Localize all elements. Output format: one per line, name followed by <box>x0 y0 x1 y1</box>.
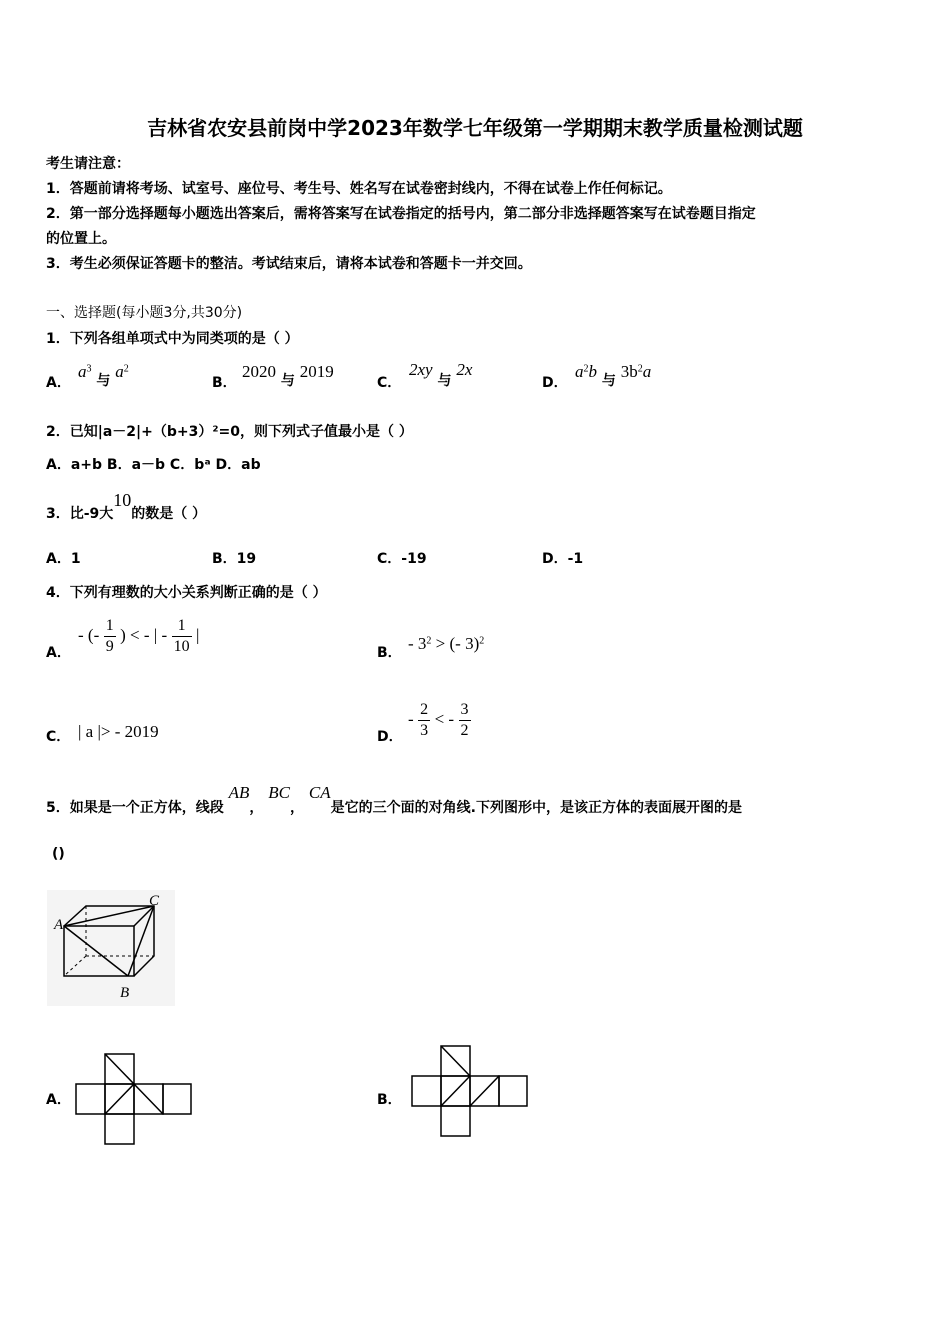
q4-option-d-label: D． <box>377 729 403 745</box>
q1-option-a <box>78 362 129 389</box>
q4-option-d <box>408 700 471 741</box>
net-a-bottom-square <box>105 1114 134 1144</box>
q5-option-b-label: B． <box>377 1092 402 1108</box>
net-b-diagonal-center <box>441 1076 470 1106</box>
q5-option-b-net <box>410 1044 530 1138</box>
q1-a-left-exp: 3 <box>86 363 92 375</box>
q3-option-b: B．19 <box>212 551 257 567</box>
net-a-far-right-square <box>163 1084 191 1114</box>
q1-b-left: 2020 <box>242 362 276 381</box>
q4-a-prefix: - (- <box>78 625 100 645</box>
page-title: 吉林省农安县前岗中学2023年数学七年级第一学期期末教学质量检测试题 <box>147 116 803 140</box>
cube-label-b: B <box>120 985 130 1001</box>
q4-d-fraction-2 <box>459 700 471 741</box>
question-2-stem: 2．已知|a－2|+（b+3）²=0，则下列式子值最小是（ ） <box>46 424 413 440</box>
q4-d-den1: 3 <box>420 722 429 739</box>
cube-label-c: C <box>149 893 160 909</box>
q4-a-num2: 1 <box>172 616 192 637</box>
q1-d-right-a: a <box>642 362 652 381</box>
q4-b-part1: - 3 <box>408 634 427 653</box>
cube-figure <box>46 888 176 1008</box>
q5-answer-paren: () <box>52 846 65 862</box>
question-5-stem <box>46 783 742 816</box>
q4-a-num1: 1 <box>104 616 116 637</box>
q3-option-d: D．-1 <box>542 551 584 567</box>
q4-a-fraction-1 <box>104 616 116 657</box>
q1-b-right: 2019 <box>299 362 334 381</box>
question-2-options: A．a+b B．a－b C．bᵃ D．ab <box>46 457 261 473</box>
net-a-diagonal-right <box>134 1084 163 1114</box>
net-b-bottom-square <box>441 1106 470 1136</box>
q1-a-left-base: a <box>78 362 87 381</box>
q5-stem-prefix: 5．如果是一个正方体，线段 <box>46 800 224 816</box>
q4-option-c <box>78 722 159 742</box>
net-b-left-square <box>412 1076 441 1106</box>
q4-a-mid: ) < - | - <box>120 625 168 645</box>
notice-item-2-line-2: 的位置上。 <box>46 231 116 247</box>
q5-sep-1: ， <box>249 800 264 816</box>
question-4-stem: 4．下列有理数的大小关系判断正确的是（ ） <box>46 585 327 601</box>
net-a-diagonal-center <box>105 1084 134 1114</box>
net-b-diagonal-top <box>441 1046 470 1076</box>
q1-d-left-exp: 2 <box>583 363 589 375</box>
q4-option-a <box>78 616 199 657</box>
q1-c-left: 2xy <box>409 360 433 379</box>
q4-option-b-label: B． <box>377 645 402 661</box>
q3-option-a: A．1 <box>46 551 81 567</box>
question-1-stem: 1．下列各组单项式中为同类项的是（ ） <box>46 331 299 347</box>
q4-a-den2: 10 <box>173 638 190 655</box>
q1-a-connector: 与 <box>96 373 111 389</box>
q5-option-a-net <box>74 1052 194 1146</box>
notice-item-3: 3．考生必须保证答题卡的整洁。考试结束后，请将本试卷和答题卡一并交回。 <box>46 256 532 272</box>
net-a-left-square <box>76 1084 105 1114</box>
q4-d-fraction-1 <box>418 700 430 741</box>
q4-option-b <box>408 634 484 654</box>
notice-item-1: 1．答题前请将考场、试室号、座位号、考生号、姓名写在试卷密封线内，不得在试卷上作任何标记。 <box>46 181 672 197</box>
net-a-diagonal-top <box>105 1054 134 1084</box>
q1-c-right: 2x <box>456 360 473 379</box>
net-b-far-right-square <box>499 1076 527 1106</box>
q3-stem-prefix: 3．比-9大 <box>46 506 114 522</box>
q4-a-fraction-2 <box>172 616 192 657</box>
q4-d-mid: < - <box>434 709 455 729</box>
q1-a-right-base: a <box>115 362 124 381</box>
q3-stem-number: 10 <box>113 490 132 510</box>
q4-d-num2: 3 <box>459 700 471 721</box>
notice-item-2-line-1: 2．第一部分选择题每小题选出答案后，需将答案写在试卷指定的括号内，第二部分非选择题答案写在试卷题目指定 <box>46 206 756 222</box>
q4-b-exp1: 2 <box>426 635 432 647</box>
net-b-diagonal-right <box>470 1076 499 1106</box>
q5-seg-bc: BC <box>268 783 291 802</box>
q1-option-b-label: B． <box>212 375 237 391</box>
q1-option-a-label: A． <box>46 375 71 391</box>
notice-heading: 考生请注意： <box>46 156 130 172</box>
q5-option-a-label: A． <box>46 1092 71 1108</box>
q1-d-right-exp: 2 <box>637 363 643 375</box>
q1-d-right-coef: 3b <box>620 362 638 381</box>
q4-a-den1: 9 <box>105 638 114 655</box>
q1-a-right-exp: 2 <box>123 363 129 375</box>
q5-sep-2: ， <box>290 800 305 816</box>
q4-d-num1: 2 <box>418 700 430 721</box>
q4-d-den2: 2 <box>460 722 469 739</box>
q1-b-connector: 与 <box>280 373 295 389</box>
q4-option-c-label: C． <box>46 729 71 745</box>
q3-option-c: C．-19 <box>377 551 427 567</box>
q1-option-d-label: D． <box>542 375 568 391</box>
q1-option-d <box>575 362 652 389</box>
q5-stem-suffix: 是它的三个面的对角线.下列图形中，是该正方体的表面展开图的是 <box>330 800 742 816</box>
q4-b-exp2: 2 <box>479 635 485 647</box>
q4-a-suffix: | <box>196 625 200 645</box>
q5-seg-ca: CA <box>308 783 331 802</box>
section-heading: 一、选择题(每小题3分,共30分) <box>46 305 243 321</box>
q1-option-b <box>242 362 334 389</box>
q3-stem-suffix: 的数是（ ） <box>131 506 207 522</box>
q1-d-left-a: a <box>575 362 584 381</box>
q4-b-part2: > (- 3) <box>431 634 480 653</box>
q1-d-connector: 与 <box>601 373 616 389</box>
q4-option-a-label: A． <box>46 645 71 661</box>
q5-seg-ab: AB <box>228 783 250 802</box>
cube-label-a: A <box>54 917 64 933</box>
q4-c-expr: | a |> - 2019 <box>78 722 159 741</box>
q1-d-left-b: b <box>588 362 597 381</box>
q4-d-neg1: - <box>408 709 414 729</box>
q1-option-c <box>409 360 473 389</box>
q1-c-connector: 与 <box>437 373 452 389</box>
q1-option-c-label: C． <box>377 375 402 391</box>
question-3-stem <box>46 490 206 520</box>
